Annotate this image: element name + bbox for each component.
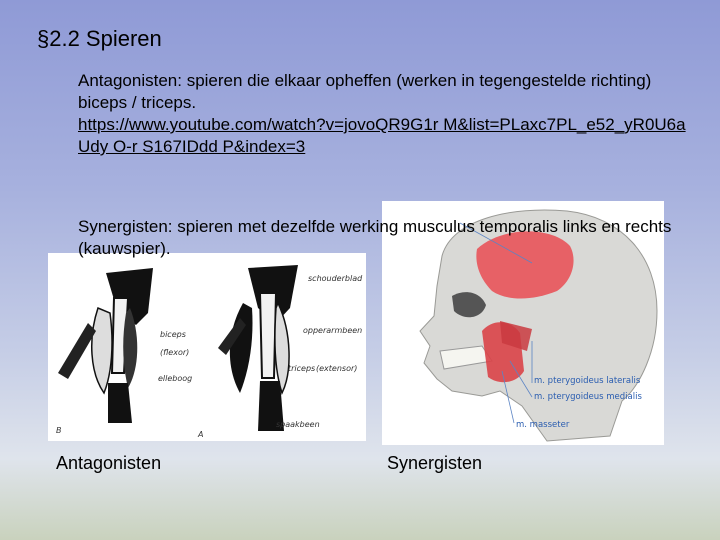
label-triceps: triceps <box>288 364 316 373</box>
antagonists-text: Antagonisten: spieren die elkaar opheffen (werken in tegengestelde richting) biceps / triceps. <box>78 71 652 112</box>
youtube-link[interactable]: https://www.youtube.com/watch?v=jovoQR9G1r M&list=PLaxc7PL_e52_yR0U6a Udy O-r S167IDdd P&index=3 <box>78 115 686 156</box>
label-humerus: opperarmbeen <box>303 326 363 335</box>
label-panel-a: A <box>198 430 204 439</box>
antagonists-paragraph <box>78 70 698 158</box>
label-masseter: m. masseter <box>516 420 570 430</box>
label-pterygoid-lateral: m. pterygoideus lateralis <box>534 376 641 386</box>
label-radius: spaakbeen <box>276 420 320 429</box>
label-elbow: elleboog <box>158 374 193 383</box>
caption-synergists: Synergisten <box>387 453 483 473</box>
arm-diagram <box>48 253 366 441</box>
label-pterygoid-medial: m. pterygoideus medialis <box>534 392 642 402</box>
label-flexor: (flexor) <box>160 348 190 357</box>
arm-muscles-image <box>48 253 366 441</box>
caption-antagonists: Antagonisten <box>56 453 162 473</box>
label-biceps: biceps <box>160 330 186 339</box>
slide-title: §2.2 Spieren <box>37 26 162 51</box>
arm-left-illustration <box>58 268 153 423</box>
label-panel-b: B <box>56 426 62 435</box>
synergists-paragraph: Synergisten: spieren met dezelfde werking musculus temporalis links en rechts (kauwspier). <box>78 217 672 258</box>
label-shoulder: schouderblad <box>308 274 363 283</box>
label-extensor: (extensor) <box>316 364 358 373</box>
arm-right-illustration <box>218 265 298 431</box>
